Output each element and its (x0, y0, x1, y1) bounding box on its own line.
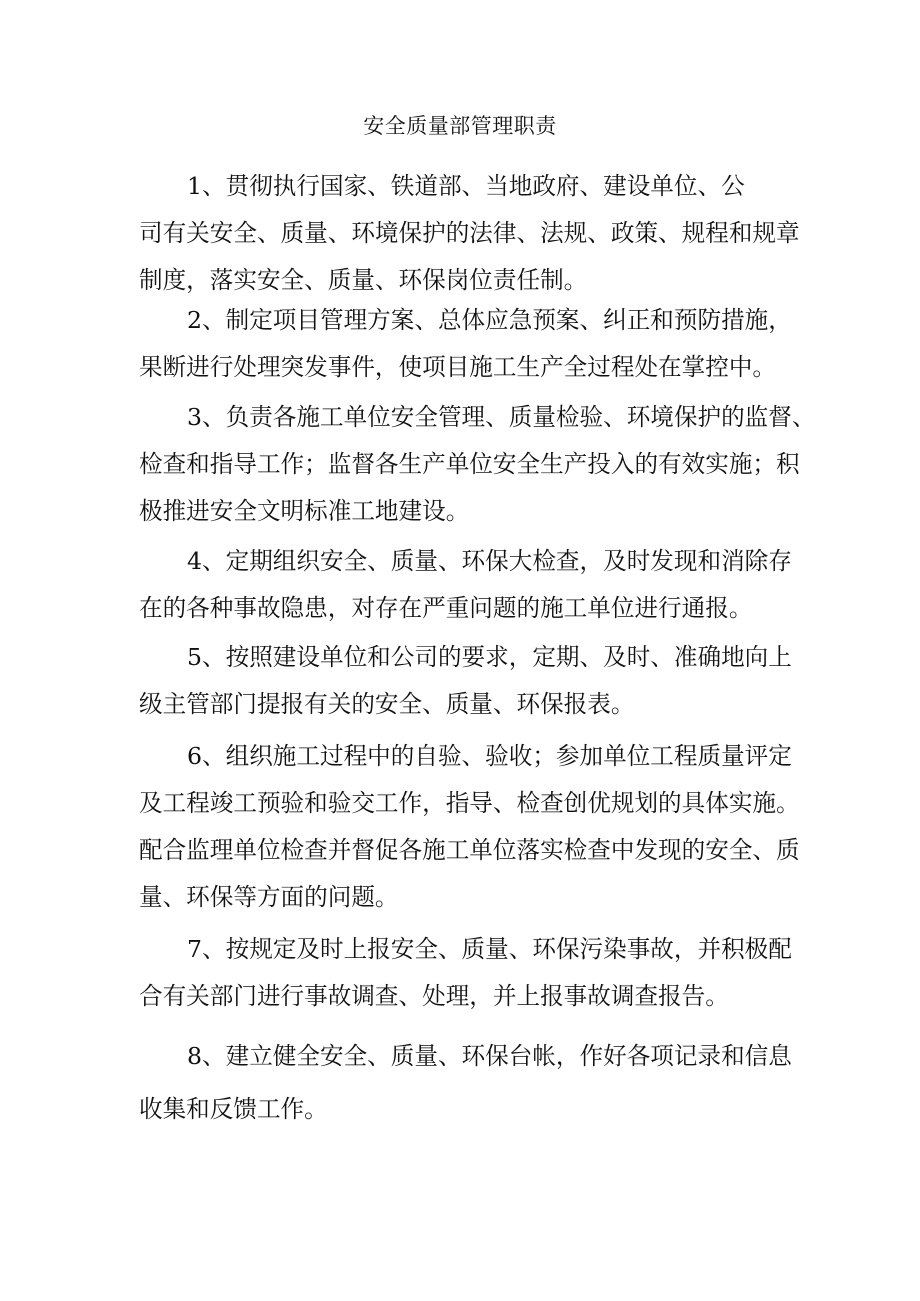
duty-item-1 (139, 163, 799, 304)
duty-item-6-line-1: 6、组织施工过程中的自验、验收；参加单位工程质量评定 (187, 742, 792, 770)
duty-item-6-line-3: 配合监理单位检查并督促各施工单位落实检查中发现的安全、质 (139, 836, 800, 864)
duty-item-3-line-1: 3、负责各施工单位安全管理、质量检验、环境保护的监督、 (187, 403, 816, 431)
duty-item-2-line-2: 果断进行处理突发事件，使项目施工生产全过程处在掌控中。 (139, 353, 777, 381)
duty-item-5 (139, 634, 799, 728)
duty-item-1-line-3: 制度，落实安全、质量、环保岗位责任制。 (139, 266, 588, 294)
duty-item-1-line-2: 司有关安全、质量、环境保护的法律、法规、政策、规程和规章 (139, 219, 800, 247)
duty-item-7 (139, 926, 799, 1020)
duty-item-2 (139, 297, 799, 391)
duty-item-4 (139, 538, 799, 632)
duty-item-4-line-1: 4、定期组织安全、质量、环保大检查，及时发现和消除存 (187, 547, 792, 575)
duty-item-8-line-1: 8、建立健全安全、质量、环保台帐，作好各项记录和信息 (187, 1042, 792, 1070)
duty-item-4-line-2: 在的各种事故隐患，对存在严重问题的施工单位进行通报。 (139, 594, 753, 622)
document-title: 安全质量部管理职责 (363, 114, 557, 138)
duty-item-2-line-1: 2、制定项目管理方案、总体应急预案、纠正和预防措施， (187, 306, 792, 334)
duty-item-7-line-2: 合有关部门进行事故调查、处理，并上报事故调查报告。 (139, 982, 729, 1010)
duty-item-8 (139, 1030, 799, 1136)
duty-item-6-line-4: 量、环保等方面的问题。 (139, 883, 399, 911)
duty-item-8-line-2: 收集和反馈工作。 (139, 1095, 328, 1123)
duty-item-7-line-1: 7、按规定及时上报安全、质量、环保污染事故，并积极配 (187, 935, 792, 963)
duty-item-5-line-2: 级主管部门提报有关的安全、质量、环保报表。 (139, 690, 635, 718)
duty-item-3-line-2: 检查和指导工作；监督各生产单位安全生产投入的有效实施；积 (139, 450, 800, 478)
duty-item-1-line-1: 1、贯彻执行国家、铁道部、当地政府、建设单位、公 (187, 172, 745, 200)
duty-item-5-line-1: 5、按照建设单位和公司的要求，定期、及时、准确地向上 (187, 643, 792, 671)
duty-item-6-line-2: 及工程竣工预验和验交工作，指导、检查创优规划的具体实施。 (139, 789, 800, 817)
duty-item-6 (139, 733, 799, 921)
duty-item-3 (139, 394, 816, 535)
duty-item-3-line-3: 极推进安全文明标准工地建设。 (139, 497, 470, 525)
